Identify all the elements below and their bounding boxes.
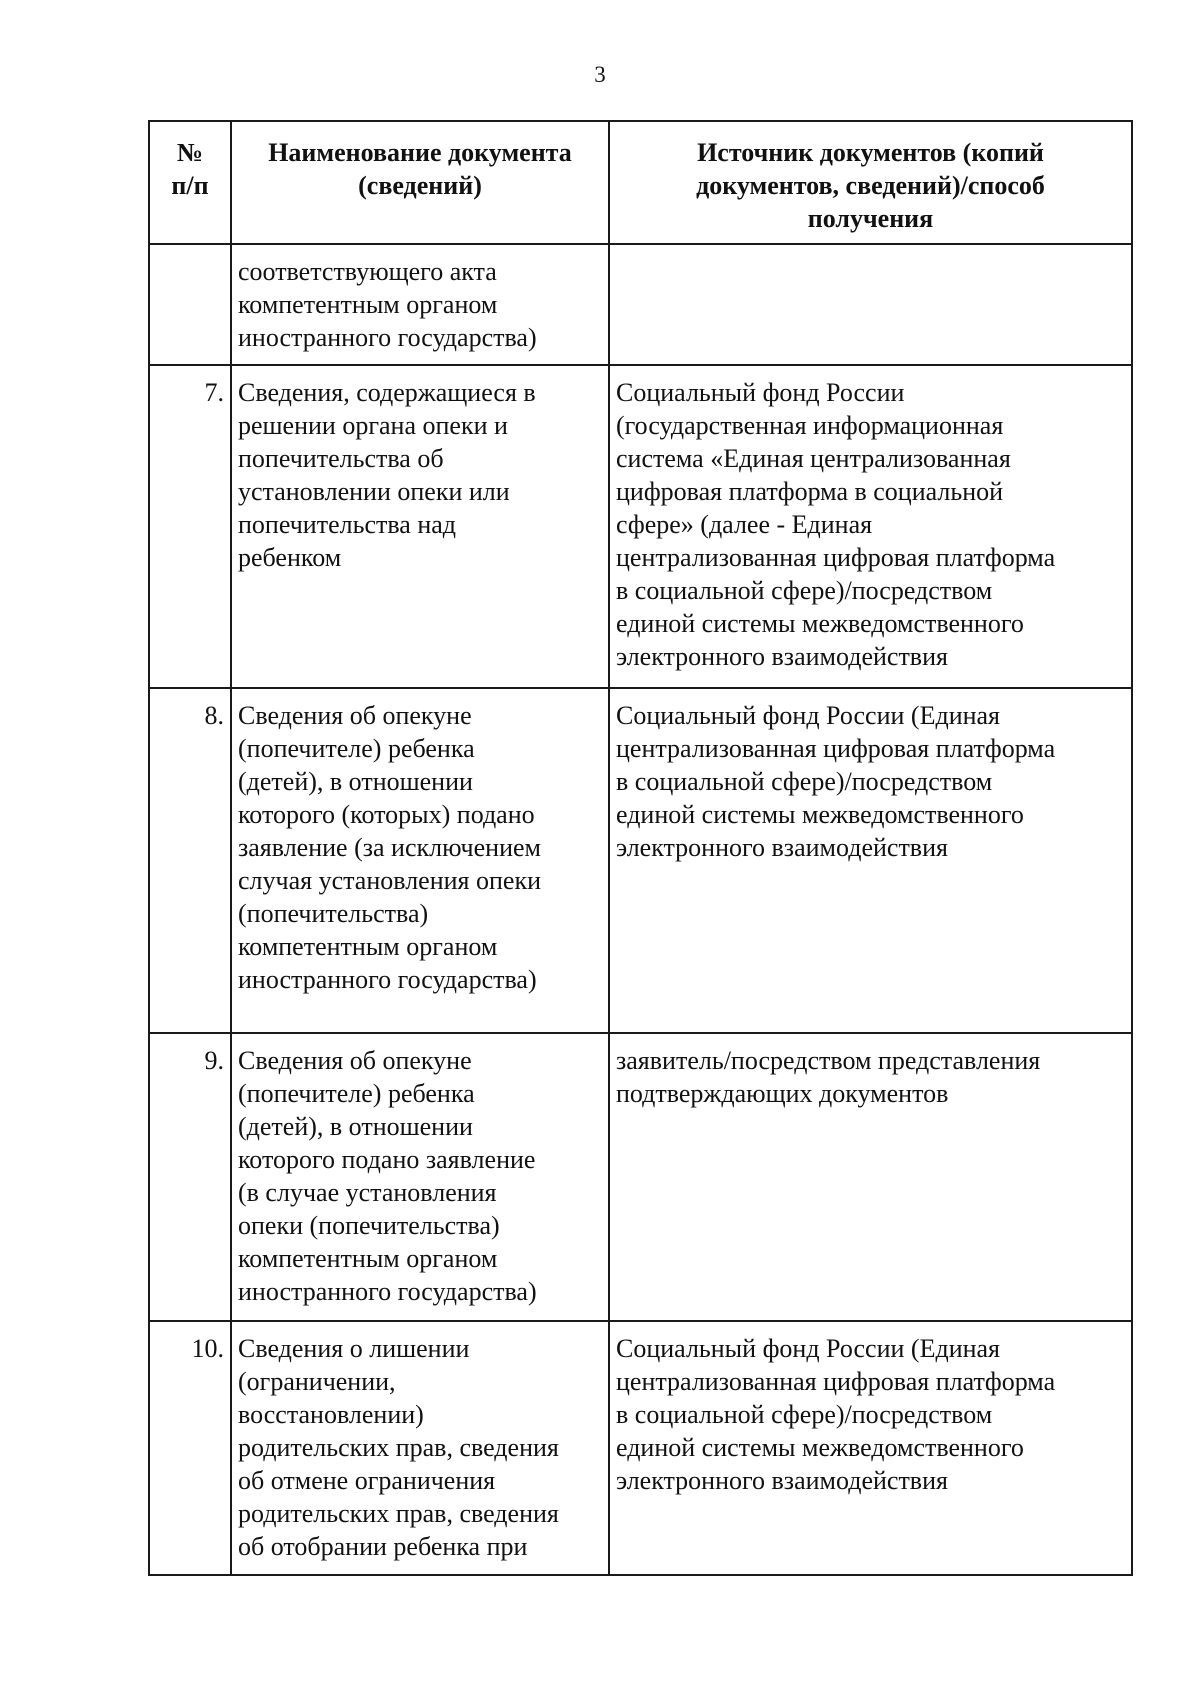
table-row bbox=[149, 1321, 1132, 1575]
header-number: № п/п bbox=[149, 121, 231, 244]
table-row bbox=[149, 688, 1132, 1033]
header-document-source: Источник документов (копий документов, сведений)/способ получения bbox=[609, 121, 1132, 244]
row-number bbox=[149, 244, 231, 365]
row-number: 10. bbox=[149, 1321, 231, 1575]
header-document-name: Наименование документа (сведений) bbox=[231, 121, 609, 244]
row-document-name: соответствующего акта компетентным органом иностранного государства) bbox=[231, 244, 609, 365]
row-document-name: Сведения об опекуне (попечителе) ребенка (детей), в отношении которого (которых) подано заявление (за исключением случая установления опеки (попечительства) компетентным органом иностранного государства) bbox=[231, 688, 609, 1033]
row-number: 9. bbox=[149, 1033, 231, 1321]
documents-table bbox=[148, 120, 1133, 1576]
row-number: 7. bbox=[149, 365, 231, 688]
row-document-source: заявитель/посредством представления подтверждающих документов bbox=[609, 1033, 1132, 1321]
row-document-name: Сведения о лишении (ограничении, восстановлении) родительских прав, сведения об отмене ограничения родительских прав, сведения об отобрании ребенка при bbox=[231, 1321, 609, 1575]
table-row bbox=[149, 244, 1132, 365]
row-document-source bbox=[609, 244, 1132, 365]
table-row bbox=[149, 365, 1132, 688]
table-row bbox=[149, 1033, 1132, 1321]
page-number: 3 bbox=[594, 62, 606, 87]
row-document-name: Сведения об опекуне (попечителе) ребенка (детей), в отношении которого подано заявление (в случае установления опеки (попечительства) компетентным органом иностранного государства) bbox=[231, 1033, 609, 1321]
row-document-source: Социальный фонд России (государственная информационная система «Единая централизованная цифровая платформа в социальной сфере» (далее - Единая централизованная цифровая платформа в социальной сфере)/посредством единой системы межведомственного электронного взаимодействия bbox=[609, 365, 1132, 688]
table-header-row bbox=[149, 121, 1132, 244]
row-document-source: Социальный фонд России (Единая централизованная цифровая платформа в социальной сфере)/посредством единой системы межведомственного электронного взаимодействия bbox=[609, 1321, 1132, 1575]
row-number: 8. bbox=[149, 688, 231, 1033]
row-document-name: Сведения, содержащиеся в решении органа опеки и попечительства об установлении опеки или попечительства над ребенком bbox=[231, 365, 609, 688]
row-document-source: Социальный фонд России (Единая централизованная цифровая платформа в социальной сфере)/посредством единой системы межведомственного электронного взаимодействия bbox=[609, 688, 1132, 1033]
